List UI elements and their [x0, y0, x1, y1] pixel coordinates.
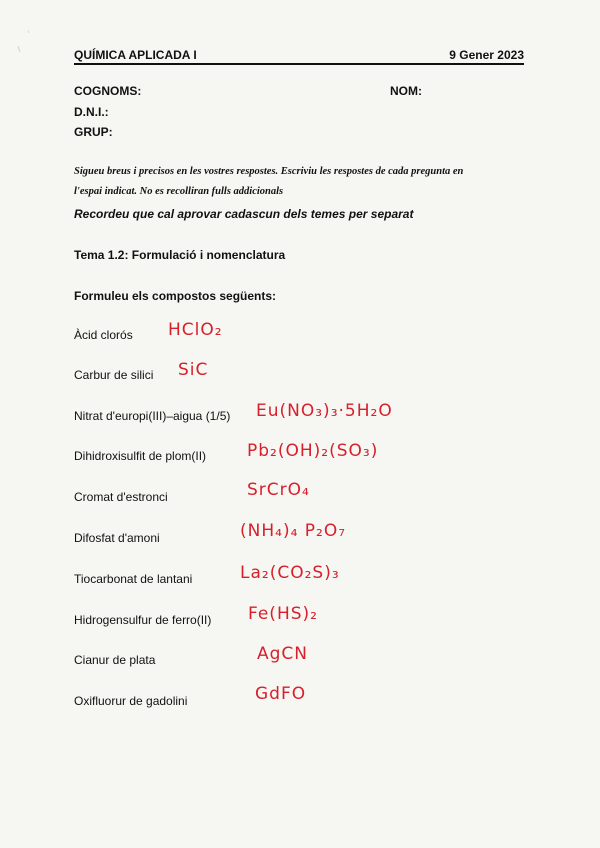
- handwritten-answer: Eu(NO₃)₃·5H₂O: [256, 401, 393, 421]
- instructions-line-2: l'espai indicat. No es recolliran fulls addicionals: [74, 186, 284, 197]
- handwritten-answer: SrCrO₄: [247, 480, 310, 500]
- question-name: Nitrat d'europi(III)–aigua (1/5): [74, 409, 231, 423]
- group-label: GRUP:: [74, 125, 113, 139]
- question-name: Cromat d'estronci: [74, 490, 168, 504]
- handwritten-answer: Pb₂(OH)₂(SO₃): [247, 441, 379, 461]
- question-name: Carbur de silici: [74, 368, 154, 382]
- dni-label: D.N.I.:: [74, 105, 109, 119]
- exam-date: 9 Gener 2023: [449, 48, 524, 62]
- topic-heading: Tema 1.2: Formulació i nomenclatura: [74, 248, 286, 262]
- name-label: NOM:: [390, 84, 422, 98]
- handwritten-answer: La₂(CO₂S)₃: [240, 563, 340, 583]
- handwritten-answer: HClO₂: [168, 320, 223, 340]
- question-name: Hidrogensulfur de ferro(II): [74, 613, 212, 627]
- instructions-line-3: Recordeu que cal aprovar cadascun dels temes per separat: [74, 207, 414, 221]
- question-name: Oxifluorur de gadolini: [74, 694, 188, 708]
- handwritten-answer: GdFO: [255, 684, 307, 704]
- handwritten-answer: AgCN: [257, 644, 309, 664]
- scan-speck: [18, 46, 20, 52]
- scan-speck: [28, 30, 29, 33]
- question-name: Tiocarbonat de lantani: [74, 572, 193, 586]
- question-name: Cianur de plata: [74, 653, 156, 667]
- question-name: Àcid clorós: [74, 328, 133, 342]
- course-title: QUÍMICA APLICADA I: [74, 48, 197, 62]
- handwritten-answer: Fe(HS)₂: [248, 604, 318, 624]
- surnames-label: COGNOMS:: [74, 84, 142, 98]
- question-name: Difosfat d'amoni: [74, 531, 160, 545]
- question-name: Dihidroxisulfit de plom(II): [74, 449, 207, 463]
- handwritten-answer: SiC: [178, 360, 209, 380]
- handwritten-answer: (NH₄)₄ P₂O₇: [240, 521, 347, 541]
- header-rule: [74, 63, 524, 65]
- instructions-line-1: Sigueu breus i precisos en les vostres respostes. Escriviu les respostes de cada pregunta en: [74, 166, 464, 177]
- question-prompt: Formuleu els compostos següents:: [74, 289, 277, 303]
